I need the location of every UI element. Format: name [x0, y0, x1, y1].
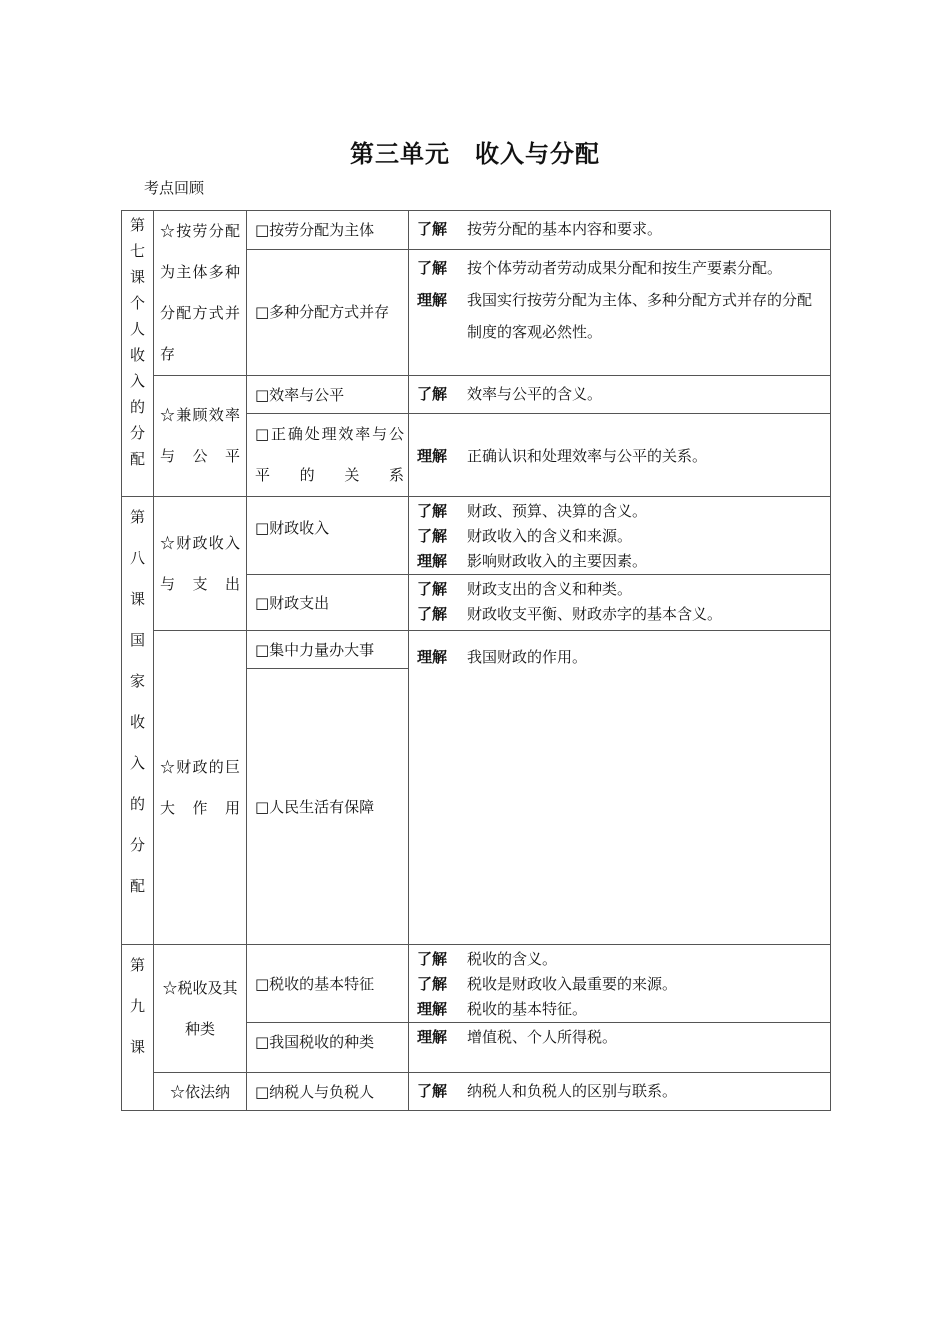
- page-title: 第三单元 收入与分配: [350, 140, 600, 168]
- requirement-cell: [409, 249, 831, 375]
- requirement-item: [417, 549, 824, 574]
- requirement-item: [417, 972, 824, 997]
- requirement-item: [417, 602, 824, 627]
- requirement-text: 财政、预算、决算的含义。: [467, 502, 648, 520]
- requirement-item: [417, 499, 824, 524]
- lesson-cell: [122, 945, 154, 1111]
- table-row: [122, 376, 831, 414]
- requirement-text: 我国实行按劳分配为主体、多种分配方式并存的分配制度的客观必然性。: [467, 290, 813, 341]
- level-label: 理解: [417, 290, 448, 309]
- level-label: 理解: [417, 648, 448, 666]
- section-cell: [154, 1073, 247, 1111]
- requirement-text: 财政支出的含义和种类。: [467, 580, 633, 598]
- section-cell: [154, 497, 247, 631]
- requirement-item: [417, 524, 824, 549]
- requirement-text: 增值税、个人所得税。: [467, 1028, 618, 1046]
- level-label: 理解: [417, 552, 448, 570]
- table-row: [122, 211, 831, 250]
- level-label: 了解: [417, 975, 448, 993]
- requirement-item: [417, 1025, 824, 1050]
- level-label: 了解: [417, 950, 448, 968]
- requirement-cell: [409, 575, 831, 631]
- section-label: ☆依法纳: [169, 1083, 230, 1101]
- review-table: [121, 210, 831, 1111]
- point-cell: [247, 945, 409, 1023]
- level-label: 理解: [417, 1000, 448, 1018]
- requirement-item: [417, 284, 824, 348]
- lesson-9-label: 第九课: [129, 956, 145, 1056]
- point-label: □人民生活有保障: [255, 797, 375, 816]
- requirement-cell: [409, 945, 831, 1023]
- point-label: □多种分配方式并存: [255, 303, 390, 322]
- requirement-text: 税收是财政收入最重要的来源。: [467, 975, 678, 993]
- section-cell: [154, 945, 247, 1073]
- requirement-text: 财政收支平衡、财政赤字的基本含义。: [467, 605, 723, 623]
- requirement-text: 效率与公平的含义。: [467, 385, 603, 403]
- requirement-item: [417, 997, 824, 1022]
- point-cell: [247, 497, 409, 575]
- requirement-text: 按个体劳动者劳动成果分配和按生产要素分配。: [467, 258, 783, 277]
- requirement-cell: [409, 631, 831, 945]
- requirement-text: 税收的基本特征。: [467, 1000, 588, 1018]
- requirement-item: [417, 1075, 824, 1107]
- table-row: [122, 631, 831, 669]
- requirement-text: 影响财政收入的主要因素。: [467, 552, 648, 570]
- requirement-cell: [409, 1023, 831, 1073]
- requirement-text: 正确认识和处理效率与公平的关系。: [467, 446, 708, 465]
- level-label: 了解: [417, 220, 448, 238]
- requirement-text: 财政收入的含义和来源。: [467, 527, 633, 545]
- section-label: ☆按劳分配为主体多种分配方式并存: [160, 222, 240, 363]
- point-label: □纳税人与负税人: [255, 1083, 375, 1101]
- requirement-item: [417, 577, 824, 602]
- point-label: □正确处理效率与公平的关系: [255, 425, 404, 484]
- section-cell: [154, 631, 247, 945]
- level-label: 理解: [417, 446, 448, 465]
- requirement-item: [417, 947, 824, 972]
- point-label: □财政支出: [255, 593, 330, 612]
- requirement-item: [417, 252, 824, 284]
- section-cell: [154, 376, 247, 497]
- level-label: 了解: [417, 502, 448, 520]
- point-cell: [247, 376, 409, 414]
- level-label: 了解: [417, 580, 448, 598]
- point-label: □集中力量办大事: [255, 641, 375, 659]
- point-cell: [247, 249, 409, 375]
- point-label: □税收的基本特征: [255, 974, 375, 993]
- section-cell: [154, 211, 247, 376]
- level-label: 了解: [417, 1082, 448, 1100]
- requirement-text: 我国财政的作用。: [467, 648, 588, 666]
- level-label: 了解: [417, 258, 448, 277]
- section-label: ☆税收及其种类: [162, 978, 238, 1038]
- table-row: [122, 1073, 831, 1111]
- requirement-text: 按劳分配的基本内容和要求。: [467, 220, 663, 238]
- requirement-cell: [409, 376, 831, 414]
- requirement-item: [417, 378, 824, 410]
- point-label: □效率与公平: [255, 386, 345, 404]
- section-label: ☆财政的巨大作用: [160, 757, 240, 817]
- point-cell: [247, 669, 409, 945]
- point-cell: [247, 1023, 409, 1073]
- requirement-item: [417, 645, 824, 670]
- section-label: ☆兼顾效率与公平: [160, 406, 240, 465]
- requirement-text: 税收的含义。: [467, 950, 558, 968]
- lesson-8-label: 第八课 国家收入的分配: [129, 508, 176, 895]
- requirement-cell: [409, 497, 831, 575]
- table-row: [122, 945, 831, 1023]
- point-cell: [247, 575, 409, 631]
- level-label: 了解: [417, 527, 448, 545]
- point-label: □按劳分配为主体: [255, 221, 375, 239]
- requirement-item: [417, 213, 824, 245]
- lesson-cell: [122, 497, 176, 945]
- point-cell: [247, 631, 409, 669]
- level-label: 了解: [417, 385, 448, 403]
- level-label: 理解: [417, 1028, 448, 1046]
- requirement-cell: [409, 211, 831, 250]
- requirement-text: 纳税人和负税人的区别与联系。: [467, 1082, 678, 1100]
- requirement-item: [417, 444, 824, 469]
- requirement-cell: [409, 414, 831, 497]
- section-subtitle: 考点回顾: [144, 179, 205, 197]
- requirement-cell: [409, 1073, 831, 1111]
- point-label: □我国税收的种类: [255, 1033, 375, 1051]
- point-cell: [247, 1073, 409, 1111]
- section-label: ☆财政收入与支出: [160, 533, 240, 593]
- lesson-7-label: 第七课 个人收入的分配: [129, 216, 161, 468]
- point-cell: [247, 211, 409, 250]
- point-cell: [247, 414, 409, 497]
- point-label: □财政收入: [255, 519, 330, 537]
- table-row: [122, 497, 831, 575]
- lesson-cell: [122, 211, 161, 497]
- level-label: 了解: [417, 605, 448, 623]
